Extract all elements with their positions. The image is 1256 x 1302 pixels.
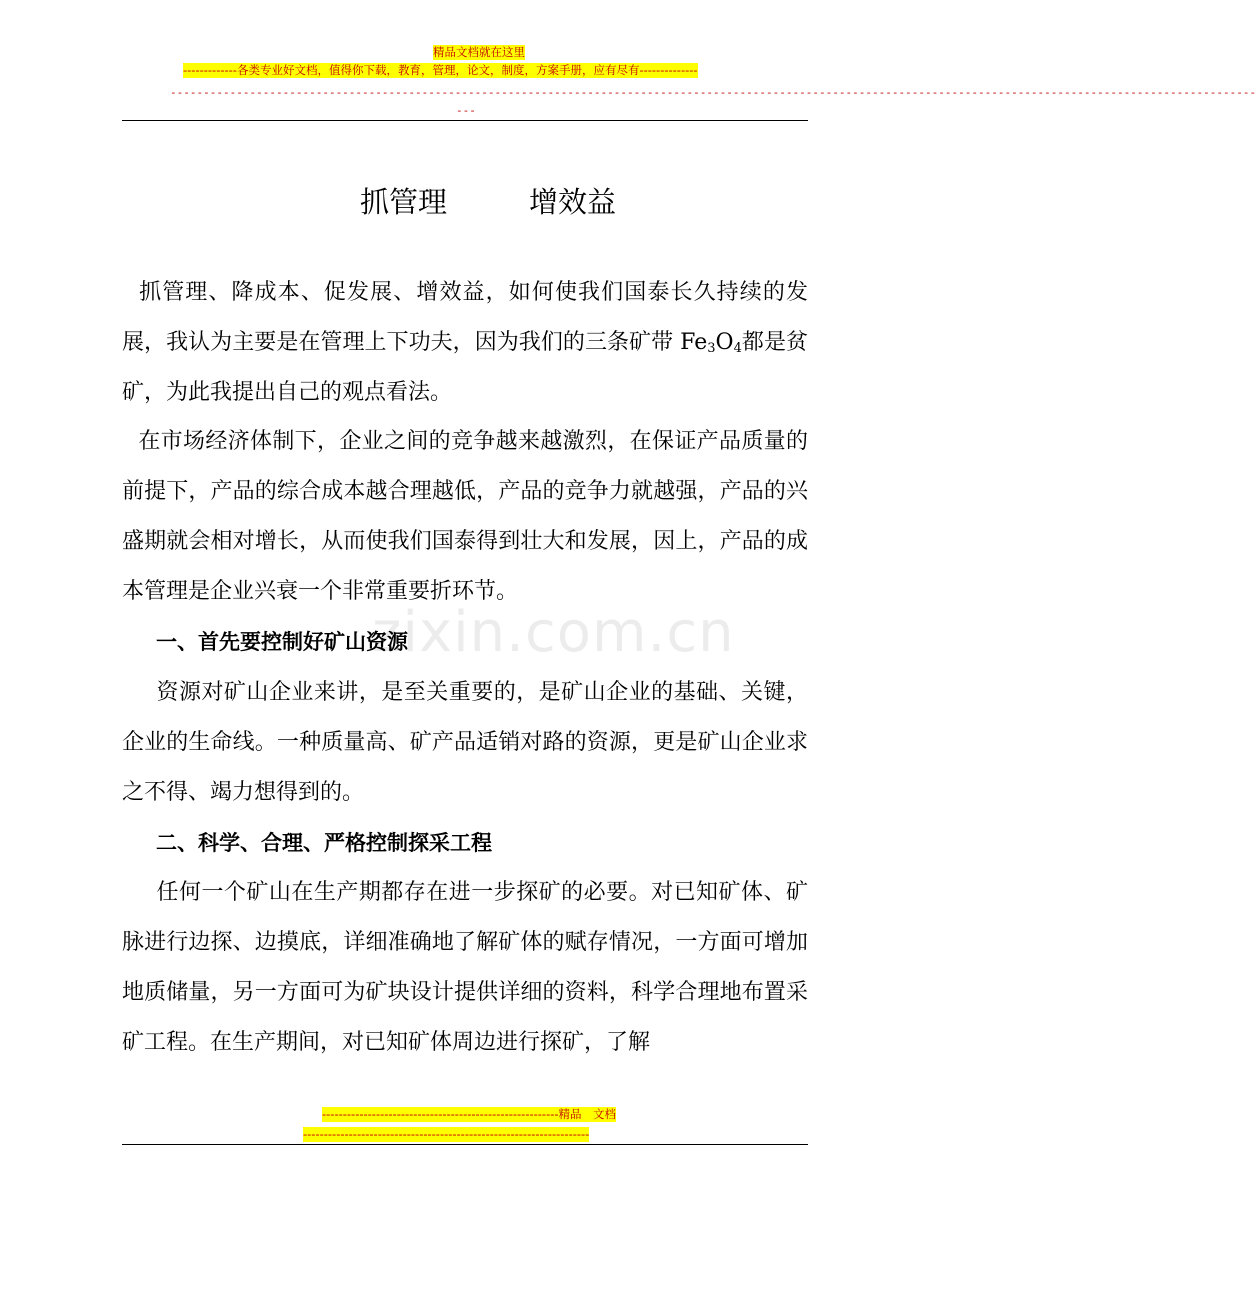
- footer-tagline: ---------------------------------------------------------精品 文档: [322, 1107, 617, 1121]
- title-left: 抓管理: [360, 185, 448, 219]
- header-dash-tail: ---: [456, 104, 476, 117]
- section-heading-1: 一、首先要控制好矿山资源: [156, 630, 408, 654]
- header-description: -------------各类专业好文档，值得你下载，教育，管理，论文，制度，方案手册，应有尽有--------------: [183, 63, 698, 77]
- title-right: 增效益: [529, 185, 617, 219]
- document-title: [360, 180, 616, 224]
- header-dash-line: --------------------------------------------------------------------------------------------------------------------------------------------------------------------: [170, 86, 1256, 99]
- formula-o: O: [715, 330, 734, 355]
- paragraph-1-tail: 都是贫矿，为此我提出自己的观点看法。: [122, 330, 808, 405]
- section-heading-2: 二、科学、合理、严格控制探采工程: [156, 831, 492, 855]
- paragraph-3: [122, 668, 808, 818]
- subscript-4: 4: [733, 341, 742, 356]
- paragraph-3-text: 资源对矿山企业来讲，是至关重要的，是矿山企业的基础、关键，企业的生命线。一种质量高、矿产品适销对路的资源，更是矿山企业求之不得、竭力想得到的。: [122, 680, 808, 805]
- header-rule: [122, 120, 808, 121]
- footer-dash-line: ---------------------------------------------------------------------: [303, 1127, 590, 1141]
- footer-rule: [122, 1144, 808, 1145]
- watermark: zixin.com.cn: [372, 600, 735, 665]
- paragraph-1: [122, 268, 808, 418]
- paragraph-2: [122, 417, 808, 617]
- paragraph-2-text: 在市场经济体制下，企业之间的竞争越来越激烈，在保证产品质量的前提下，产品的综合成本越合理越低，产品的竞争力就越强，产品的兴盛期就会相对增长，从而使我们国泰得到壮大和发展，因上，产品的成本管理是企业兴衰一个非常重要折环节。: [122, 429, 808, 604]
- paragraph-4-text: 任何一个矿山在生产期都存在进一步探矿的必要。对已知矿体、矿脉进行边探、边摸底，详细准确地了解矿体的赋存情况，一方面可增加地质储量，另一方面可为矿块设计提供详细的资料，科学合理地布置采矿工程。在生产期间，对已知矿体周边进行探矿，了解: [122, 880, 808, 1055]
- subscript-3: 3: [707, 341, 716, 356]
- paragraph-1-text: 抓管理、降成本、促发展、增效益，如何使我们国泰长久持续的发展，我认为主要是在管理上下功夫，因为我们的三条矿带 Fe: [122, 280, 808, 355]
- paragraph-4: [122, 868, 808, 1068]
- header-tagline: 精品文档就在这里: [433, 45, 525, 59]
